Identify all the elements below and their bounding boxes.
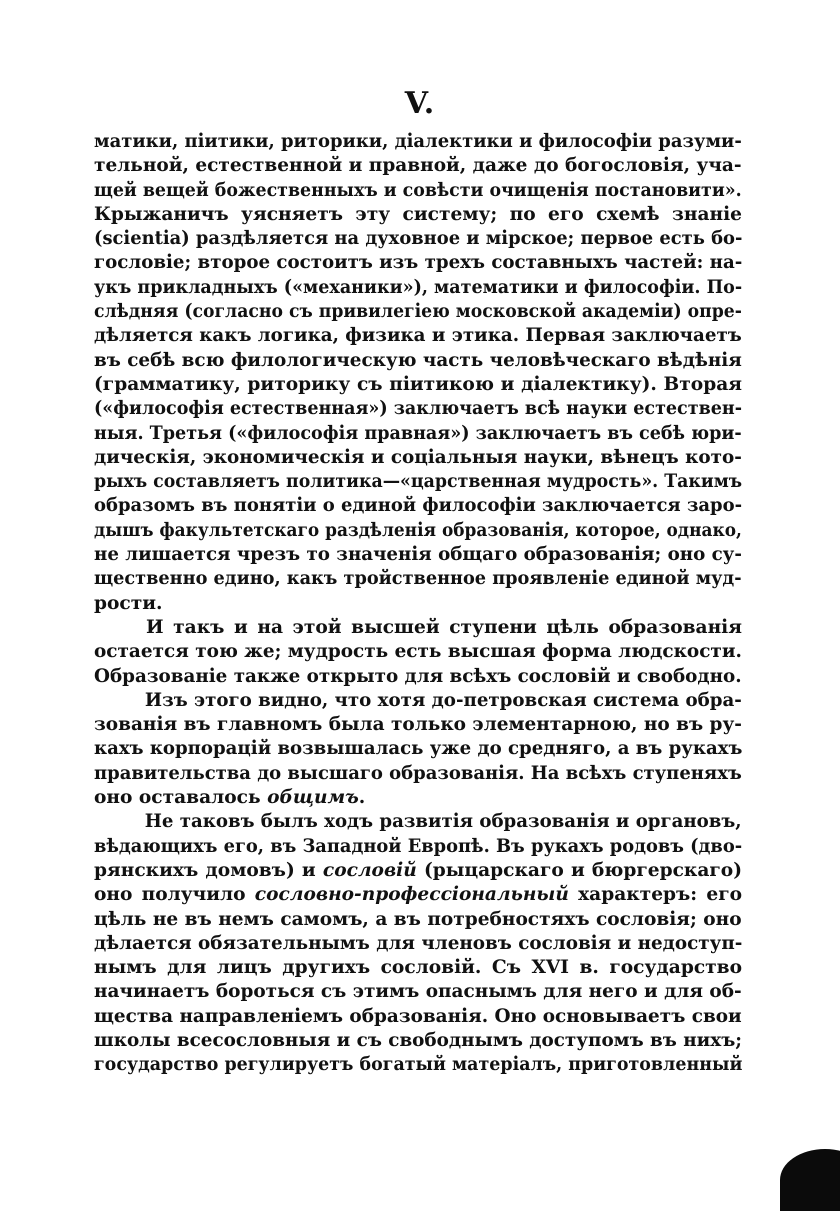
page-number: V. (404, 86, 436, 121)
text-line: вѣдающихъ его, въ Западной Европѣ. Въ рукахъ родовъ (дво- (94, 835, 743, 857)
text-line: остается тою же; мудрость есть высшая форма людскости. (94, 641, 742, 663)
emphasized-word: общимъ (267, 787, 359, 809)
text-line: въ себѣ всю филологическую часть человѣческаго вѣдѣнія (94, 349, 742, 371)
text-line: дѣлается обязательнымъ для членовъ сословія и недоступ- (94, 932, 743, 954)
text-line: (грамматику, риторику съ піитикою и діалектику). Вторая (94, 373, 742, 395)
text-line: щественно едино, какъ тройственное проявленіе единой муд- (94, 568, 742, 590)
text-line: слѣдняя (согласно съ привилегіею московской академіи) опре- (94, 301, 742, 323)
emphasized-word: сословій (322, 859, 417, 881)
emphasized-word: сословно-профессіональный (254, 884, 569, 906)
text-line: Изъ этого видно, что хотя до-петровская система обра- (144, 689, 742, 711)
text-line: («философія естественная») заключаетъ всѣ науки естествен- (94, 398, 742, 420)
text-line: Крыжаничъ уясняетъ эту систему; по его схемѣ знаніе (94, 203, 742, 225)
text-line: дышъ факультетскаго раздѣленія образованія, которое, однако, (94, 519, 742, 541)
text-line: кахъ корпорацій возвышалась уже до средняго, а въ рукахъ (94, 738, 743, 760)
text-line: рыхъ составляетъ политика—«царственная мудрость». Такимъ (94, 471, 743, 493)
text-line: правительства до высшаго образованія. На всѣхъ ступеняхъ (94, 762, 742, 784)
text-line: рянскихъ домовъ) и сословій (рыцарскаго и бюргерскаго) (94, 859, 742, 881)
text-line: школы всесословныя и съ свободнымъ доступомъ въ нихъ; (94, 1029, 743, 1051)
text-line: оно получило сословно-профессіональный характеръ: его (94, 884, 742, 906)
text-line: щей вещей божественныхъ и совѣсти очищенія постановити». (94, 179, 742, 201)
text-line: щества направленіемъ образованія. Оно основываетъ свои (94, 1005, 742, 1027)
text-line: рости. (94, 592, 163, 614)
scanner-thumb-shadow (780, 1149, 840, 1211)
text-line: ныя. Третья («философія правная») заключаетъ въ себѣ юри- (94, 422, 742, 444)
text-line: матики, піитики, риторики, діалектики и философіи разуми- (94, 131, 742, 152)
text-line: зованія въ главномъ была только элементарною, но въ ру- (94, 714, 742, 736)
text-line: дѣляется какъ логика, физика и этика. Первая заключаетъ (94, 325, 742, 347)
text-line: гословіе; второе состоитъ изъ трехъ составныхъ частей: на- (94, 252, 743, 274)
text-line: не лишается чрезъ то значенія общаго образованія; оно су- (94, 544, 742, 566)
text-line: нымъ для лицъ другихъ сословій. Съ XVI в. государство (94, 957, 742, 979)
text-line: цѣль не въ немъ самомъ, а въ потребностяхъ сословія; оно (94, 908, 742, 930)
text-line: оно оставалось общимъ. (94, 787, 366, 809)
text-line: Образованіе также открыто для всѣхъ сословій и свободно. (94, 665, 742, 687)
body-text (94, 130, 742, 1078)
text-line: Не таковъ былъ ходъ развитія образованія и органовъ, (144, 811, 742, 833)
text-line: (scientia) раздѣляется на духовное и мірское; первое есть бо- (94, 228, 743, 250)
text-line: И такъ и на этой высшей ступени цѣль образованія (146, 616, 742, 638)
text-line: укъ прикладныхъ («механики»), математики и философіи. По- (94, 276, 743, 298)
text-line: дическія, экономическія и соціальныя науки, вѣнецъ кото- (94, 446, 742, 468)
text-line: государство регулируетъ богатый матеріалъ, приготовленный (94, 1054, 743, 1076)
text-line: образомъ въ понятіи о единой философіи заключается заро- (94, 495, 743, 517)
text-line: начинаетъ бороться съ этимъ опаснымъ для него и для об- (94, 981, 742, 1003)
text-line: тельной, естественной и правной, даже до богословія, уча- (94, 155, 742, 177)
